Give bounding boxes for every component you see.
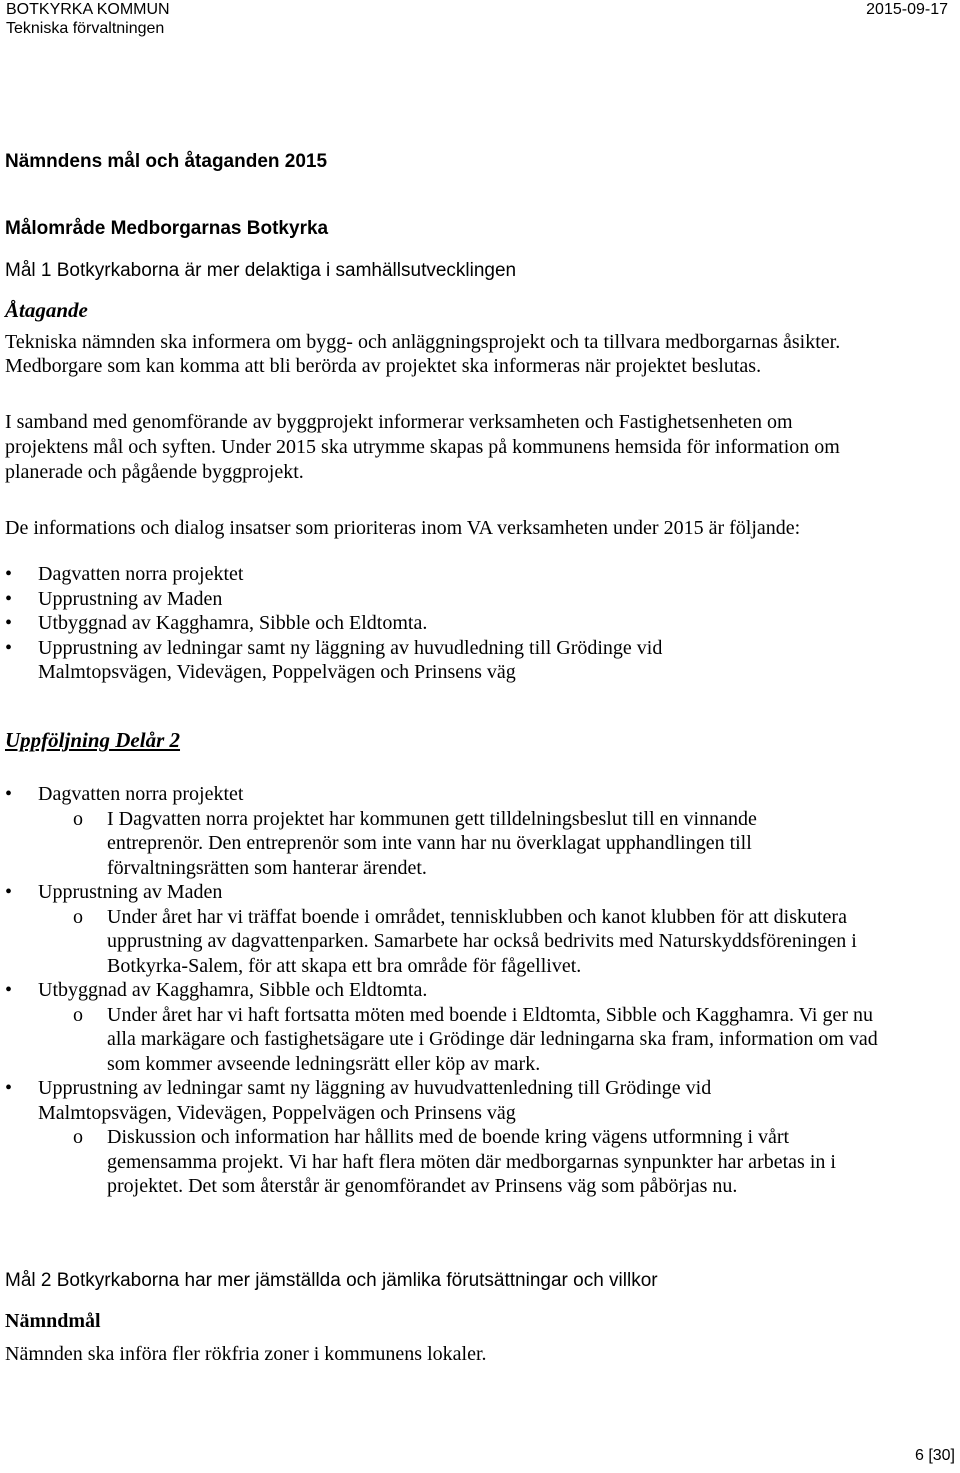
followup-detail-text: o Diskussion och information har hållits med de boende kring vägens utformning i vårt gemensamma projekt. Vi har haft flera möten där medborgarnas synpunkter har arbetas in i projektet. Det som återstår är genomförandet av Prinsens väg som påbörjas nu. (107, 1126, 836, 1197)
project-item-text: • Dagvatten norra projektet (38, 563, 244, 585)
followup-item-title: • Utbyggnad av Kagghamra, Sibble och Eldtomta. (38, 979, 428, 1001)
section-title: Nämndens mål och åtaganden 2015 (5, 151, 328, 172)
list-item (5, 1125, 885, 1199)
followup-detail-list (5, 905, 895, 979)
commitment-heading: Åtagande (5, 298, 88, 322)
organization-name: BOTKYRKA KOMMUN (6, 1, 170, 18)
followup-detail-list (5, 1003, 895, 1077)
list-item (5, 905, 895, 979)
project-list (5, 562, 805, 685)
followup-detail-list (5, 1125, 885, 1199)
list-item (5, 1003, 895, 1077)
followup-list (5, 782, 895, 1199)
followup-detail-text: o Under året har vi träffat boende i området, tennisklubben och kanot klubben för att diskutera upprustning av dagvattenparken. Samarbete har också bedrivits med Naturskyddsföreningen i Botkyrka-Salem, för att skapa ett bra område för fågellivet. (107, 905, 857, 977)
followup-heading: Uppföljning Delår 2 (5, 728, 181, 752)
page-header (6, 0, 954, 40)
paragraph-2: De informations och dialog insatser som prioriteras inom VA verksamheten under 2015 är följande: (5, 517, 801, 539)
commitment-line-1: Tekniska nämnden ska informera om bygg- och anläggningsprojekt och ta tillvara medborgarnas åsikter. (5, 331, 841, 353)
followup-detail-text: o I Dagvatten norra projektet har kommunen gett tilldelningsbeslut till en vinnande entreprenör. Den entreprenör som inte vann har nu överklagat upphandlingen till förvaltningsrätten som hanterar ärendet. (107, 807, 757, 879)
list-item (5, 562, 805, 587)
goal-2-text: Nämnden ska införa fler rökfria zoner i kommunens lokaler. (5, 1343, 487, 1365)
department-name: Tekniska förvaltningen (6, 20, 165, 37)
goal-2-title: Mål 2 Botkyrkaborna har mer jämställda och jämlika förutsättningar och villkor (5, 1270, 658, 1291)
paragraph-1-line-2: projektens mål och syften. Under 2015 ska utrymme skapas på kommunens hemsida för information om (5, 436, 840, 458)
paragraph-1-line-3: planerade och pågående byggprojekt. (5, 461, 304, 483)
followup-list-container (5, 782, 895, 1199)
paragraph-1-line-1: I samband med genomförande av byggprojekt informerar verksamheten och Fastighetsenheten om (5, 411, 793, 433)
goal-1-title: Mål 1 Botkyrkaborna är mer delaktiga i samhällsutvecklingen (5, 260, 517, 281)
page-number: 6 [30] (914, 1447, 955, 1464)
commitment-line-2: Medborgare som kan komma att bli berörda av projektet ska informeras när projektet beslutas. (5, 355, 762, 377)
list-item (5, 978, 895, 1076)
project-item-text: • Upprustning av Maden (38, 587, 223, 610)
list-item (5, 880, 895, 978)
followup-detail-text: o Under året har vi haft fortsatta möten med boende i Eldtomta, Sibble och Kagghamra. Vi ger nu alla markägare och fastighetsägare ute i Grödinge där ledningarna ska fram, information om vad som kommer avseende ledningsrätt eller köp av mark. (107, 1003, 878, 1075)
goal-2-subheading: Nämndmål (5, 1310, 101, 1332)
followup-item-title: • Upprustning av Maden (38, 881, 223, 903)
focus-area-heading: Målområde Medborgarnas Botkyrka (5, 218, 329, 239)
list-item (5, 807, 795, 881)
followup-item-title: • Upprustning av ledningar samt ny läggning av huvudvattenledning till Grödinge vid Malmtopsvägen, Videvägen, Poppelvägen och Prinsens väg (38, 1077, 712, 1124)
project-list-container (5, 562, 805, 685)
list-item (5, 587, 805, 612)
project-item-text: • Upprustning av ledningar samt ny läggning av huvudledning till Grödinge vid Malmtopsvägen, Videvägen, Poppelvägen och Prinsens väg (38, 636, 663, 683)
list-item (5, 611, 805, 636)
followup-detail-list (5, 807, 795, 881)
list-item (5, 1076, 895, 1199)
list-item (5, 636, 758, 685)
document-date: 2015-09-17 (866, 1, 948, 18)
project-item-text: • Utbyggnad av Kagghamra, Sibble och Eldtomta. (38, 612, 428, 634)
list-item (5, 782, 895, 880)
followup-item-title: • Dagvatten norra projektet (38, 783, 244, 805)
